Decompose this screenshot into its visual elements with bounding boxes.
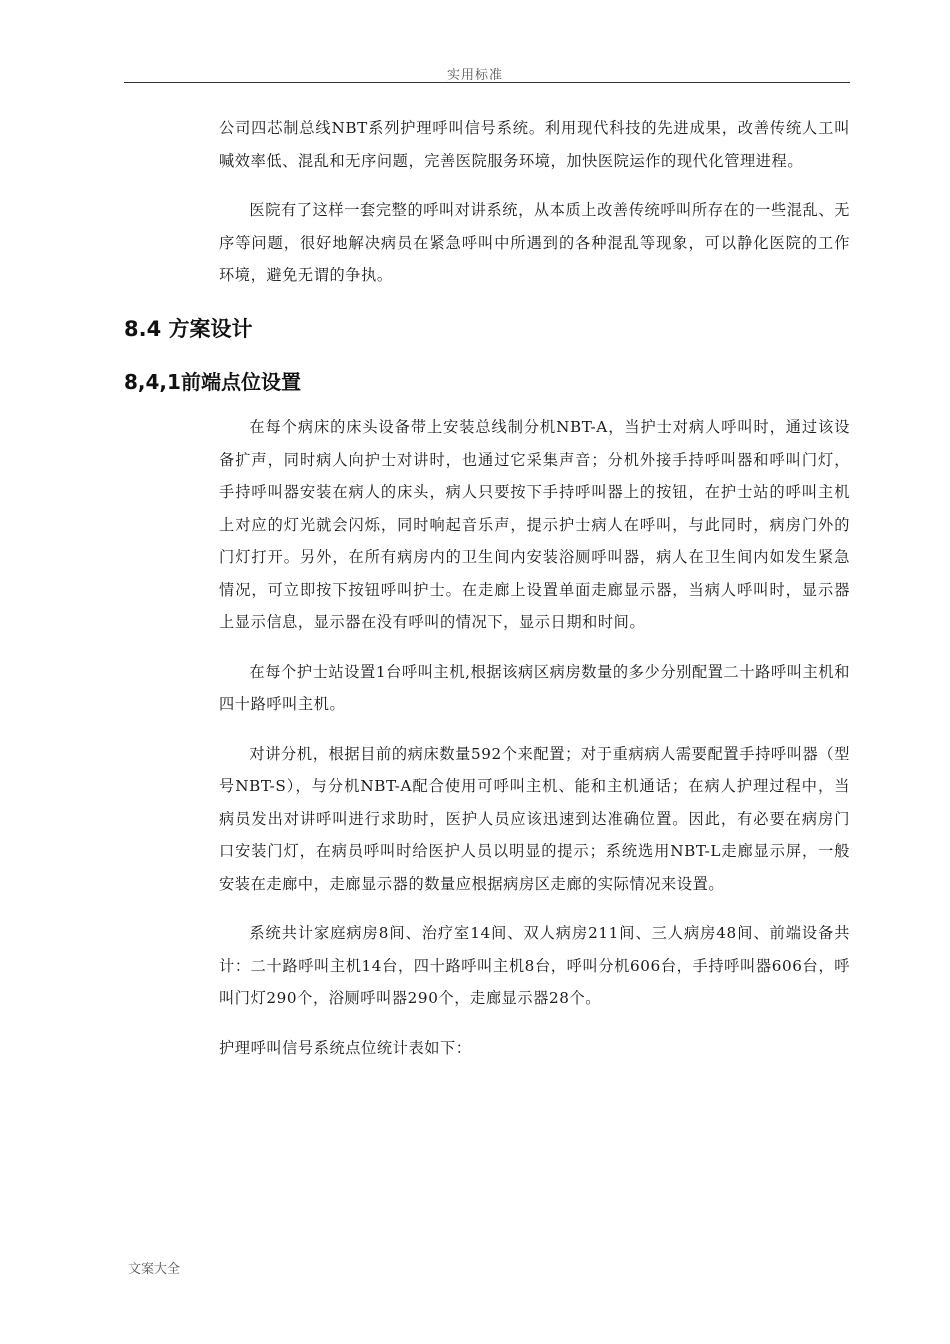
subsection-heading: 8,4,1前端点位设置 xyxy=(124,370,301,394)
page-header: 实用标准 xyxy=(446,68,503,83)
section-heading: 8.4 方案设计 xyxy=(124,317,253,341)
paragraph-bedside-units: 在每个病床的床头设备带上安装总线制分机NBT-A，当护士对病人呼叫时，通过该设备扩声，同时病人向护士对讲时，也通过它采集声音；分机外接手持呼叫器和呼叫门灯，手持呼叫器安装在病人的床头，病人只要按下手持呼叫器上的按钮，在护士站的呼叫主机上对应的灯光就会闪烁，同时响起音乐声，提示护士病人在呼叫，与此同时，病房门外的门灯打开。另外，在所有病房内的卫生间内安装浴厕呼叫器，病人在卫生间内如发生紧急情况，可立即按下按钮呼叫护士。在走廊上设置单面走廊显示器，当病人呼叫时，显示器上显示信息，显示器在没有呼叫的情况下，显示日期和时间。 xyxy=(219,418,850,631)
paragraph-hospital-benefit: 医院有了这样一套完整的呼叫对讲系统，从本质上改善传统呼叫所存在的一些混乱、无序等问题，很好地解决病员在紧急呼叫中所遇到的各种混乱等现象，可以静化医院的工作环境，避免无谓的争执。 xyxy=(219,201,850,284)
header-divider xyxy=(124,82,850,83)
table-intro-line: 护理呼叫信号系统点位统计表如下： xyxy=(219,1038,472,1057)
page-footer: 文案大全 xyxy=(128,1262,181,1277)
paragraph-nurse-station: 在每个护士站设置1台呼叫主机,根据该病区病房数量的多少分别配置二十路呼叫主机和四十路呼叫主机。 xyxy=(219,662,850,713)
paragraph-continuation: 公司四芯制总线NBT系列护理呼叫信号系统。利用现代科技的先进成果，改善传统人工叫喊效率低、混乱和无序问题，完善医院服务环境，加快医院运作的现代化管理进程。 xyxy=(219,119,850,170)
paragraph-intercom-extensions: 对讲分机，根据目前的病床数量592个来配置；对于重病病人需要配置手持呼叫器（型号NBT-S），与分机NBT-A配合使用可呼叫主机、能和主机通话；在病人护理过程中，当病员发出对讲呼叫进行求助时，医护人员应该迅速到达准确位置。因此，有必要在病房门口安装门灯，在病员呼叫时给医护人员以明显的提示；系统选用NBT-L走廊显示屏，一般安装在走廊中，走廊显示器的数量应根据病房区走廊的实际情况来设置。 xyxy=(219,744,850,893)
main-text-block xyxy=(219,411,850,1081)
intro-text-block xyxy=(219,112,850,309)
paragraph-equipment-totals: 系统共计家庭病房8间、治疗室14间、双人病房211间、三人病房48间、前端设备共计：二十路呼叫主机14台，四十路呼叫主机8台，呼叫分机606台，手持呼叫器606台，呼叫门灯290个，浴厕呼叫器290个，走廊显示器28个。 xyxy=(219,924,850,1007)
